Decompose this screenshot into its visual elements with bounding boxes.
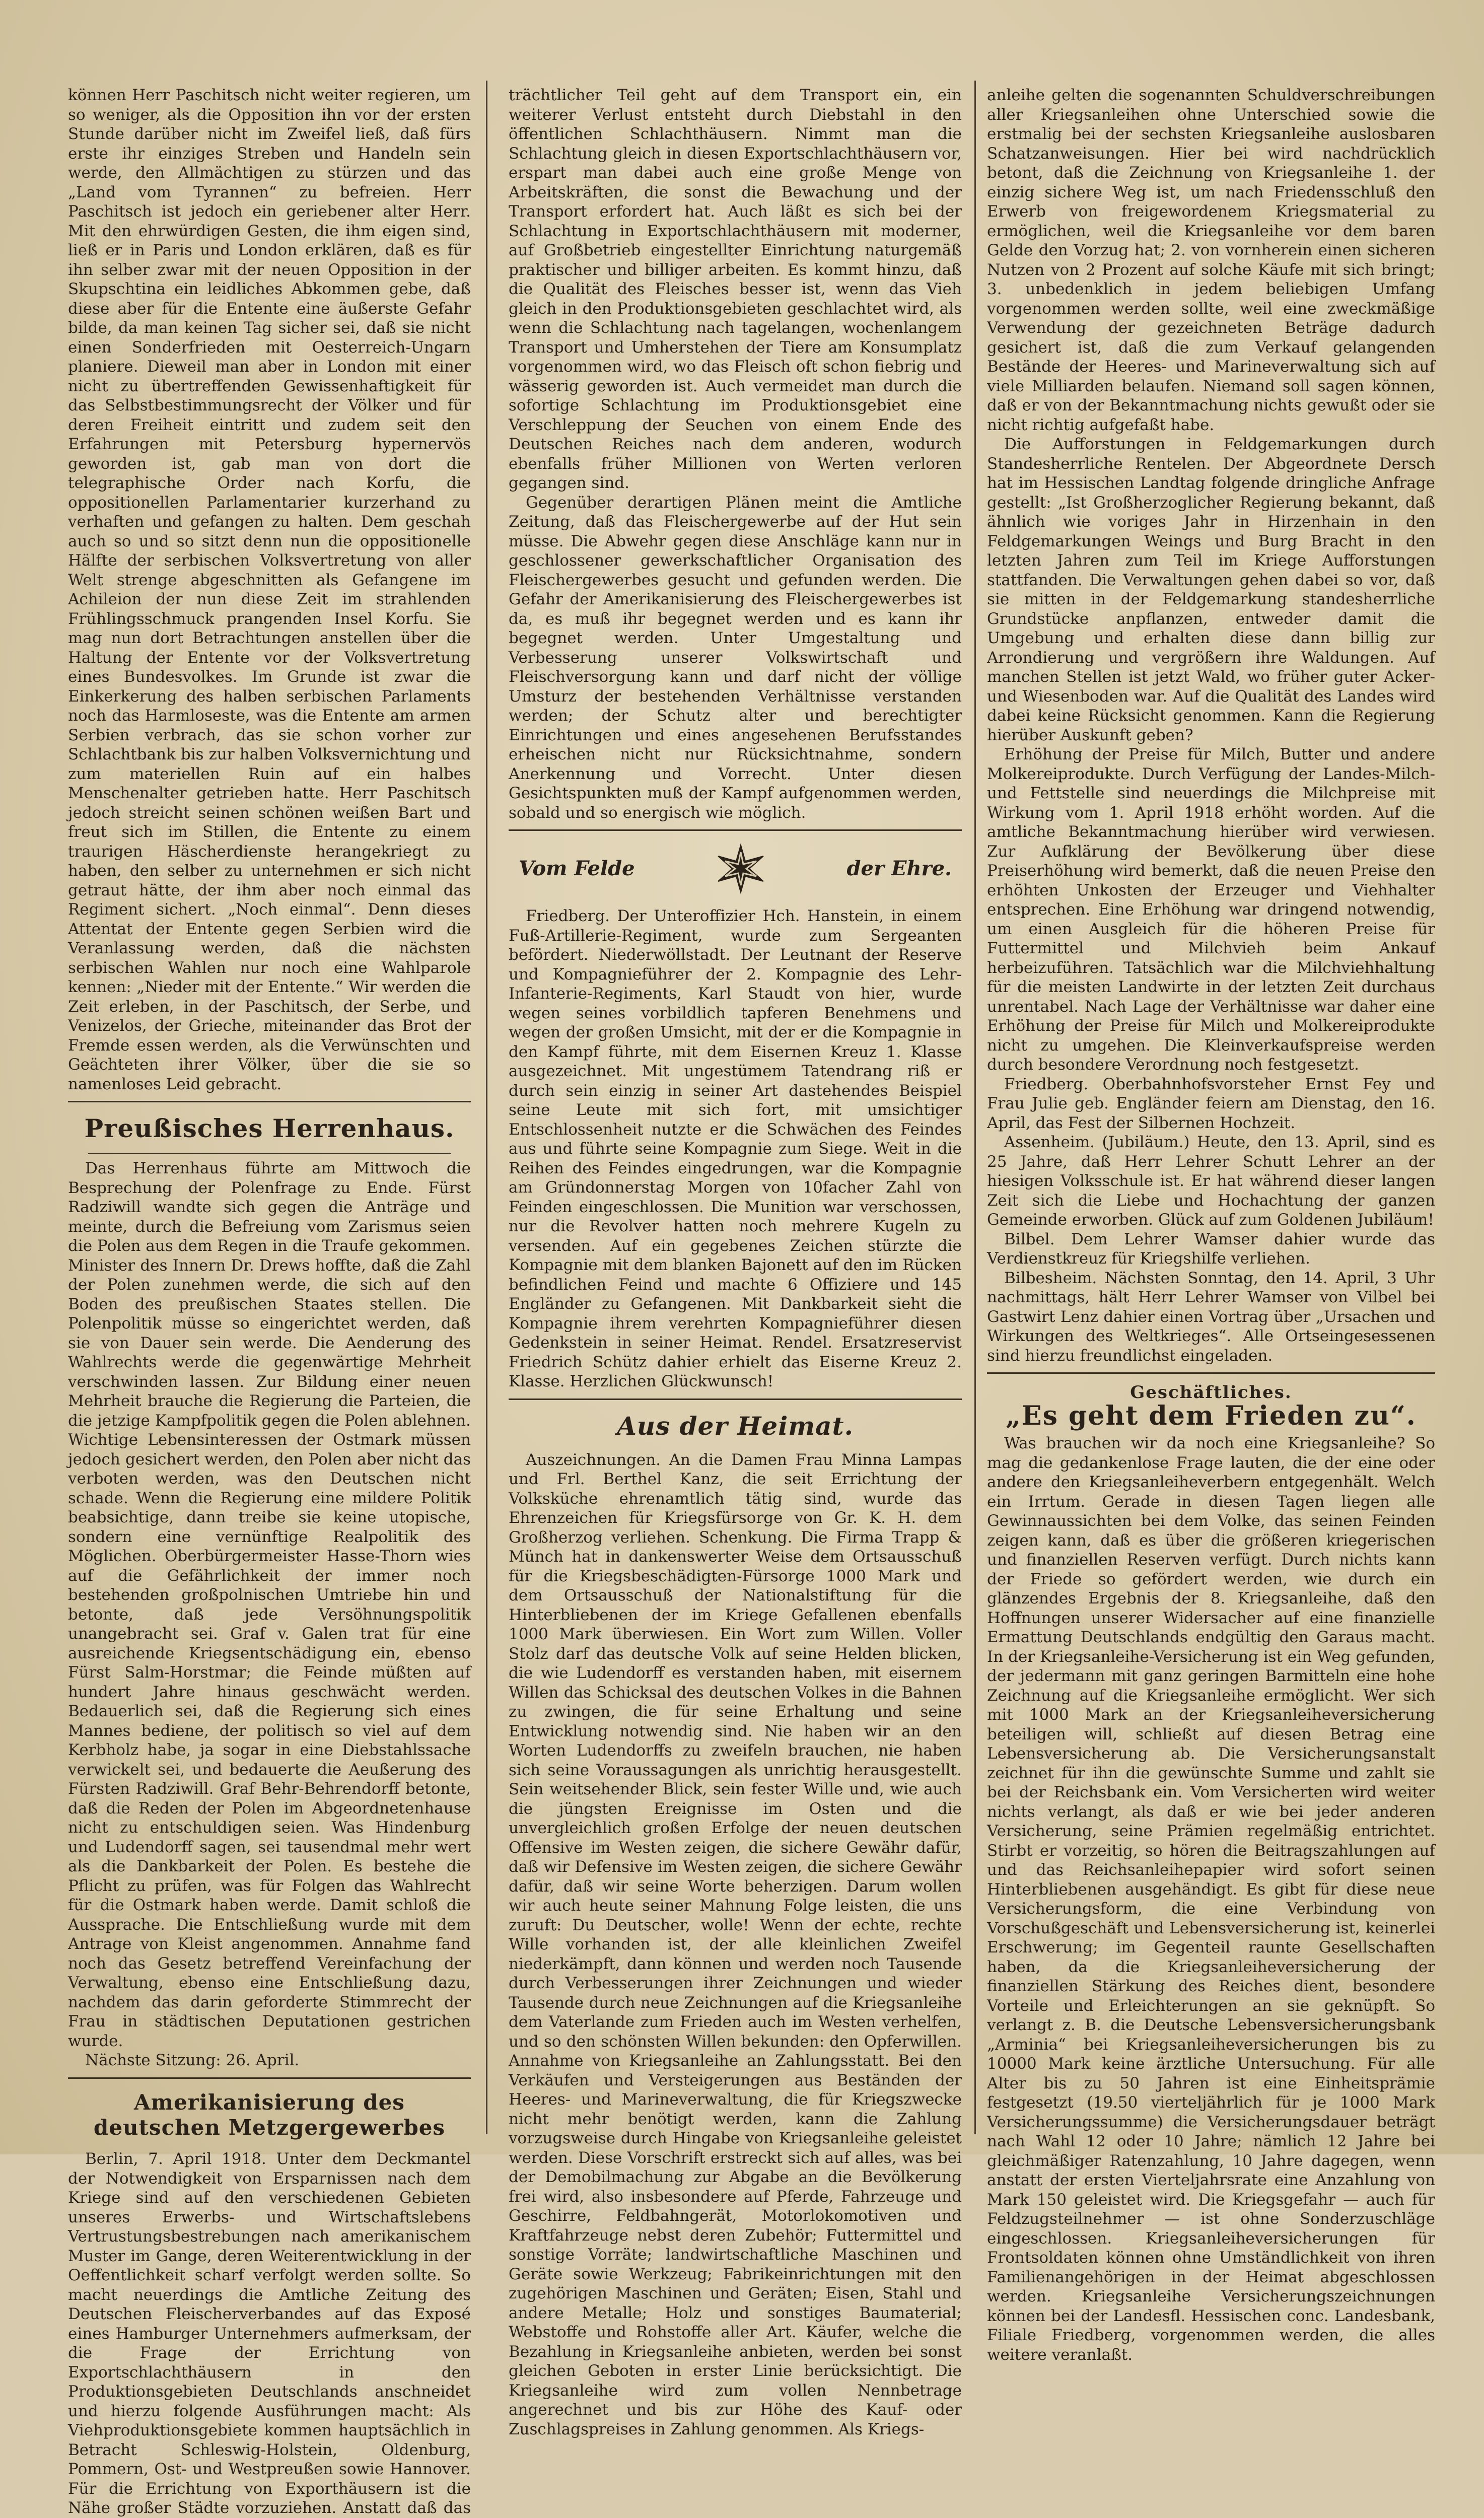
vilbel-notice: Bilbel. Dem Lehrer Wamser dahier wurde das Verdienstkreuz für Kriegshilfe verliehen.: [987, 1230, 1435, 1268]
divider: [509, 829, 962, 831]
column-middle: [509, 86, 962, 2438]
divider: [88, 1153, 451, 1154]
bilbesheim-notice: Bilbesheim. Nächsten Sonntag, den 14. April, 3 Uhr nachmittags, hält Herr Lehrer Wamser von Vilbel bei Gastwirt Lenz dahier einen Vortrag über „Ursachen und Wirkungen des Weltkrieges“. Alle Ortseingesessenen sind hierzu freundlichst eingeladen.: [987, 1269, 1435, 1365]
column-rule-right: [974, 81, 976, 2134]
assenheim-notice: Assenheim. (Jubiläum.) Heute, den 13. April, sind es 25 Jahre, daß Herr Lehrer Schutt Lehrer an der hiesigen Volksschule ist. Er hat während dieser langen Zeit sich die Liebe und Hochachtung der ganzen Gemeinde erworben. Glück auf zum Goldenen Jubiläum!: [987, 1133, 1435, 1229]
business-headline: „Es geht dem Frieden zu“.: [1006, 1400, 1417, 1431]
iron-cross-icon: [713, 841, 768, 896]
column-left: [68, 86, 471, 2517]
heimat-article: Auszeichnungen. An die Damen Frau Minna Lampas und Frl. Berthel Kanz, die seit Errichtung der Volksküche ehrenamtlich tätig sind, wurde das Ehrenzeichen für Kriegsfürsorge von Gr. K. H. dem Großherzog verliehen. Schenkung. Die Firma Trapp & Münch hat in dankenswerter Weise dem Ortsausschuß für die Kriegsbeschädigten-Fürsorge 1000 Mark und dem Ortsausschuß der Nationalstiftung für die Hinterbliebenen der im Kriege Gefallenen ebenfalls 1000 Mark überwiesen. Ein Wort zum Willen. Voller Stolz darf das deutsche Volk auf seine Helden blicken, die wie Ludendorff es verstanden haben, mit eisernem Willen das Schicksal des deutschen Volkes in die Bahnen zu zwingen, die für seine Erhaltung und seine Entwicklung notwendig sind. Nie haben wir an den Worten Ludendorffs zu zweifeln brauchen, nie haben sich seine Voraussagungen als unrichtig herausgestellt. Sein weitsehender Blick, sein fester Wille und, wie auch die jüngsten Ereignisse im Osten und die unvergleichlich großen Erfolge der neuen deutschen Offensive im Westen zeigen, die sichere Gewähr dafür, daß wir Defensive im Westen zeigen, die sichere Gewähr dafür, daß wir seine Worte beherzigen. Darum wollen wir auch heute seiner Mahnung Folge leisten, die uns zuruft: Du Deutscher, wolle! Wenn der echte, rechte Wille vorhanden ist, der alle kleinlichen Zweifel niederkämpft, dann können und werden noch Tausende durch Verbesserungen ihrer Zeichnungen und wieder Tausende durch neue Zeichnungen auf die Kriegsanleihe dem Vaterlande zum Frieden auch im Westen verhelfen, und so den schönsten Willen bekunden: den Opferwillen. Annahme von Kriegsanleihe an Zahlungsstatt. Bei den Verkäufen und Versteigerungen aus Beständen der Heeres- und Marineverwaltung, die für Kriegszwecke nicht mehr benötigt werden, kann die Zahlung vorzugsweise durch Hingabe von Kriegsanleihe geleistet werden. Diese Vorschrift erstreckt sich auf alles, was bei der Demobilmachung zur Abgabe an die Bevölkerung frei wird, also insbesondere auf Pferde, Fahrzeuge und Geschirre, Feldbahngerät, Motorlokomotiven und Kraftfahrzeuge nebst deren Zubehör; Futtermittel und sonstige Vorräte; landwirtschaftliche Maschinen und Geräte sowie Werkzeug; Fabrikeinrichtungen mit den zugehörigen Maschinen und Geräten; Eisen, Stahl und andere Metalle; Holz und sonstiges Baumaterial; Webstoffe und Rohstoffe aller Art. Käufer, welche die Bezahlung in Kriegsanleihe anbieten, werden bei sonst gleichen Geboten in erster Linie berücksichtigt. Die Kriegsanleihe wird zum vollen Nennbetrage angerechnet und bis zur Höhe des Kauf- oder Zuschlagspreises in Zahlung genommen. Als Kriegs-: [509, 1450, 962, 2438]
milk-prices-article: Erhöhung der Preise für Milch, Butter und andere Molkereiprodukte. Durch Verfügung der Landes-Milch- und Fettstelle sind neuerdings die Milchpreise mit Wirkung vom 1. April 1918 erhöht worden. Auf die amtliche Bekanntmachung hierüber wird verwiesen. Zur Aufklärung der Bevölkerung über diese Preiserhöhung wird bemerkt, daß die neuen Preise den erhöhten Unkosten der Erzeuger und Viehhalter entsprechen. Eine Erhöhung war dringend notwendig, um einen Ausgleich für die höheren Preise für Futtermittel und Milchvieh beim Ankauf herbeizuführen. Tatsächlich war die Milchviehhaltung für die meisten Landwirte in der letzten Zeit durchaus unrentabel. Nach Lage der Verhältnisse war daher eine Erhöhung der Preise für Milch und Molkereiprodukte nicht zu umgehen. Die Kleinverkaufspreise werden durch besondere Verordnung noch festgesetzt.: [987, 745, 1435, 1074]
serbia-article-end: können Herr Paschitsch nicht weiter regieren, um so weniger, als die Opposition ihn vor der ersten Stunde darüber nicht im Zweifel ließ, daß fürs erste ihr einziges Streben und Handeln sein werde, den Allmächtigen zu stürzen und das „Land vom Tyrannen“ zu befreien. Herr Paschitsch ist jedoch ein geriebener alter Herr. Mit den ehrwürdigen Gesten, die ihm eigen sind, ließ er in Paris und London erklären, daß es für ihn selber zwar mit der neuen Opposition in der Skupschtina ein leidliches Abkommen gebe, daß diese aber für die Entente eine äußerste Gefahr bilde, da man keinen Tag sicher sei, daß sie nicht einen Sonderfrieden mit Oesterreich-Ungarn planiere. Dieweil man aber in London mit einer nicht zu übertreffenden Gewissenhaftigkeit für das Selbstbestimmungsrecht der Völker und für deren Freiheit eintritt und zudem seit den Erfahrungen mit Petersburg hypernervös geworden ist, gab man von dort die telegraphische Order nach Korfu, die oppositionellen Parlamentarier kurzerhand zu verhaften und gefangen zu halten. Dem geschah auch so und so sitzt denn nun die oppositionelle Hälfte der serbischen Volksvertretung von aller Welt strenge abgeschnitten als Gefangene im Achileion der nun diese Zeit im strahlenden Frühlingsschmuck prangenden Insel Korfu. Sie mag nun dort Betrachtungen anstellen über die Haltung der Entente vor der Volksvertretung eines Bundesvolkes. Im Grunde ist zwar die Einkerkerung des halben serbischen Parlaments noch das Harmloseste, was die Entente am armen Serbien verbrach, das sie schon vorher zur Schlachtbank bis zur halben Volksvernichtung und zum materiellen Ruin auf ein halbes Menschenalter getrieben hatte. Herr Paschitsch jedoch streicht seinen schönen weißen Bart und freut sich im Stillen, die Entente zu einem traurigen Häscherdienste herangekriegt zu haben, den selber zu unternehmen er sich nicht getraut hätte, der ihm aber noch einmal das Regiment sichert. „Noch einmal“. Denn dieses Attentat der Entente gegen Serbien wird die Veranlassung werden, daß die nächsten serbischen Wahlen nur noch eine Wahlparole kennen: „Nieder mit der Entente.“ Wir werden die Zeit erleben, in der Paschitsch, der Serbe, und Venizelos, der Grieche, miteinander das Brot der Fremde essen werden, als die Verwünschten und Geächteten ihrer Völker, über die sie so namenloses Leid gebracht.: [68, 86, 471, 1093]
divider: [987, 1372, 1435, 1374]
friedberg-notice: Friedberg. Oberbahnhofsvorsteher Ernst Fey und Frau Julie geb. Engländer feiern am Dienstag, den 16. April, das Fest der Silbernen Hochzeit.: [987, 1075, 1435, 1132]
business-article: Was brauchen wir da noch eine Kriegsanleihe? So mag die gedankenlose Frage lauten, die der eine oder andere den Kriegsanleiheverbern entgegenhält. Welch ein Irrtum. Gerade in diesen Tagen liegen alle Gewinnaussichten bei dem Volke, das seinen Feinden zeigen kann, daß es über die größeren kriegerischen und finanziellen Reserven verfügt. Durch nichts kann der Friede so gefördert werden, wie durch ein glänzendes Ergebnis der 8. Kriegsanleihe, daß den Hoffnungen unserer Widersacher auf eine finanzielle Ermattung Deutschlands endgültig den Garaus macht. In der Kriegsanleihe-Versicherung ist ein Weg gefunden, der jedermann mit ganz geringen Barmitteln eine hohe Zeichnung auf die Kriegsanleihe ermöglicht. Wer sich mit 1000 Mark an der Kriegsanleiheversicherung beteiligen will, schließt auf diesen Betrag eine Lebensversicherung ab. Die Versicherungsanstalt zeichnet für ihn die gewünschte Summe und zahlt sie bei der Reichsbank ein. Vom Versicherten wird weiter nichts verlangt, als daß er wie bei jeder anderen Versicherung, seine Prämien regelmäßig entrichtet. Stirbt er vorzeitig, so hören die Beitragszahlungen auf und das Reichsanleihepapier wird sofort seinen Hinterbliebenen ausgehändigt. Es gibt für diese neue Versicherungsform, die eine Verbindung von Vorschußgeschäft und Lebensversicherung ist, keinerlei Erschwerung; im Gegenteil raunte Gesellschaften haben, da die Kriegsanleiheversicherung der finanziellen Stärkung des Reiches dient, besondere Vorteile und Erleichterungen an sie geknüpft. So verlangt z. B. die Deutsche Lebensversicherungsbank „Arminia“ bei Kriegsanleiheversicherungen bis zu 10000 Mark keine ärztliche Untersuchung. Für alle Alter bis zu 50 Jahren ist eine Einheitsprämie festgesetzt (19.50 vierteljährlich für je 1000 Mark Versicherungssumme) die Versicherungsdauer beträgt nach Wahl 12 oder 10 Jahre; nämlich 12 Jahre bei gleichmäßiger Ratenzahlung, 10 Jahre dagegen, wenn anstatt der ersten Vierteljahrsrate eine Anzahlung von Mark 150 geleistet wird. Die Kriegsgefahr — auch für Feldzugsteilnehmer — ist ohne Sonderzuschläge eingeschlossen. Kriegsanleiheversicherungen für Frontsoldaten können ohne Umständlichkeit von ihren Familienangehörigen in der Heimat abgeschlossen werden. Kriegsanleihe Versicherungszeichnungen können bei der Landesfl. Hessischen conc. Landesbank, Filiale Friedberg, vorgenommen werden, die alles weitere veranlaßt.: [987, 1434, 1435, 2364]
column-right: [987, 86, 1435, 2364]
divider: [68, 2077, 471, 2079]
field-of-honor-title-left: Vom Felde: [519, 856, 635, 880]
heimat-headline: Aus der Heimat.: [616, 1411, 854, 1441]
herrenhaus-headline: Preußisches Herrenhaus.: [84, 1113, 455, 1143]
metzger-article: Berlin, 7. April 1918. Unter dem Deckmantel der Notwendigkeit von Ersparnissen nach dem Kriege sind auf den verschiedenen Gebieten unseres Erwerbs- und Wirtschaftslebens Vertrustungsbestrebungen nach amerikanischem Muster im Gange, deren Weiterentwicklung in der Oeffentlichkeit scharf verfolgt werden sollte. So macht neuerdings die Amtliche Zeitung des Deutschen Fleischerverbandes auf das Exposé eines Hamburger Unternehmers aufmerksam, der die Frage der Errichtung von Exportschlachthäusern in den Produktionsgebieten Deutschlands anschneidet und hierzu folgende Ausführungen macht: Als Viehproduktionsgebiete kommen hauptsächlich in Betracht Schleswig-Holstein, Oldenburg, Pommern, Ost- und Westpreußen sowie Hannover. Für die Errichtung von Exporthäusern ist die Nähe großer Städte vorzuziehen. Anstatt daß das: [68, 2150, 471, 2517]
metzger-headline: Amerikanisierung des deutschen Metzgergewerbes: [93, 2089, 446, 2140]
divider: [509, 1398, 962, 1400]
herrenhaus-article: Das Herrenhaus führte am Mittwoch die Besprechung der Polenfrage zu Ende. Fürst Radziwill wandte sich gegen die Anträge und meinte, durch die Befreiung vom Zarismus seien die Polen aus dem Regen in die Traufe gekommen. Minister des Innern Dr. Drews hoffte, daß die Zahl der Polen zunehmen werde, die sich auf den Boden des preußischen Staates stellen. Die Polenpolitik müsse so eingerichtet werden, daß sie von Dauer sein werde. Die Aenderung des Wahlrechts werde die gegenwärtige Mehrheit verschwinden lassen. Zur Bildung einer neuen Mehrheit brauche die Regierung die Parteien, die die jetzige Kampfpolitik gegen die Polen ablehnen. Wichtige Lebensinteressen der Ostmark müssen jedoch gesichert werden, den Polen aber nicht das verboten werden, was den Deutschen nicht schade. Wenn die Regierung eine mildere Politik beabsichtige, dann treibe sie keine utopische, sondern eine vernünftige Realpolitik des Möglichen. Oberbürgermeister Hasse-Thorn wies auf die Gefährlichkeit der immer noch bestehenden großpolnischen Umtriebe hin und betonte, daß jede Versöhnungspolitik unangebracht sei. Graf v. Galen trat für eine ausreichende Kriegsentschädigung ein, ebenso Fürst Salm-Horstmar; die Feinde müßten auf hundert Jahre hinaus geschwächt werden. Bedauerlich sei, daß die Regierung sich eines Mannes bediene, der politisch so viel auf dem Kerbholz habe, ja sogar in eine Diebstahlssache verwickelt sei, und bedauerte die Aeußerung des Fürsten Radziwill. Graf Behr-Behrendorff betonte, daß die Reden der Polen im Abgeordnetenhause nicht zu entschuldigen seien. Was Hindenburg und Ludendorff sagen, sei tausendmal mehr wert als die Dankbarkeit der Polen. Es bestehe die Pflicht zu prüfen, was für Folgen das Wahlrecht für die Ostmark haben werde. Damit schloß die Aussprache. Die Entschließung wurde mit dem Antrage von Kleist angenommen. Annahme fand noch das Gesetz betreffend Vereinfachung der Verwaltung, ebenso eine Entschließung dazu, nachdem das darin geforderte Stimmrecht der Frau in städtischen Deputationen gestrichen wurde.: [68, 1159, 471, 2050]
herrenhaus-next-session: Nächste Sitzung: 26. April.: [85, 2051, 300, 2069]
afforestation-article: Die Aufforstungen in Feldgemarkungen durch Standesherrliche Rentelen. Der Abgeordnete Dersch hat im Hessischen Landtag folgende dringliche Anfrage gestellt: „Ist Großherzoglicher Regierung bekannt, daß ähnlich wie voriges Jahr in Hirzenhain in den Feldgemarkungen Weings und Burg Bracht in den letzten Jahren zum Teil im Kriege Aufforstungen stattfanden. Die Verwaltungen gehen dabei so vor, daß sie mitten in der Feldgemarkung standesherrliche Grundstücke anpflanzen, entweder damit die Umgebung und erhalten diese dann billig zur Arrondierung und vergrößern ihre Waldungen. Auf manchen Stellen ist jetzt Wald, wo früher guter Acker- und Wiesenboden war. Auf die Qualität des Landes wird dabei keine Rücksicht genommen. Kann die Regierung hierüber Auskunft geben?: [987, 435, 1435, 744]
metzger-article-continued: trächtlicher Teil geht auf dem Transport ein, ein weiterer Verlust entsteht durch Diebstahl in den öffentlichen Schlachthäusern. Nimmt man die Schlachtung gleich in diesen Exportschlachthäusern vor, erspart man dabei auch eine große Menge von Arbeitskräften, die sonst die Bewachung und der Transport erfordert hat. Auch läßt es sich bei der Schlachtung in Exportschlachthäusern mit moderner, auf Großbetrieb eingestellter Einrichtung naturgemäß praktischer und billiger arbeiten. Es kommt hinzu, daß die Qualität des Fleisches besser ist, wenn das Vieh gleich in den Produktionsgebieten geschlachtet wird, als wenn die Schlachtung nach tagelangen, wochenlangem Transport und Umherstehen der Tiere am Konsumplatz vorgenommen wird, wo das Fleisch oft schon fiebrig und wässerig geworden ist. Auch vermeidet man durch die sofortige Schlachtung im Produktionsgebiet eine Verschleppung der Seuchen von einem Ende des Deutschen Reiches nach dem anderen, wodurch ebenfalls früher Millionen von Werten verloren gegangen sind.: [509, 86, 962, 492]
divider: [68, 1101, 471, 1102]
field-of-honor-header: [519, 841, 952, 896]
business-section-title: Geschäftliches.: [1130, 1382, 1292, 1403]
metzger-article-conclusion: Gegenüber derartigen Plänen meint die Amtliche Zeitung, daß das Fleischergewerbe auf der Hut sein müsse. Die Abwehr gegen diese Anschläge kann nur in geschlossener gewerkschaftlicher Organisation des Fleischergewerbes gesucht und gefunden werden. Die Gefahr der Amerikanisierung des Fleischergewerbes ist da, es muß ihr begegnet werden und es kann ihr begegnet werden. Unter Umgestaltung und Verbesserung unserer Volkswirtschaft und Fleischversorgung kann und darf nicht der völlige Umsturz der bestehenden Verhältnisse verstanden werden; der Schutz alter und berechtigter Einrichtungen und eines angesehenen Berufsstandes erheischen nicht nur Rücksichtnahme, sondern Anerkennung und Vorrecht. Unter diesen Gesichtspunkten muß der Kampf aufgenommen werden, sobald und so energisch wie möglich.: [509, 493, 962, 822]
field-of-honor-article: Friedberg. Der Unteroffizier Hch. Hanstein, in einem Fuß-Artillerie-Regiment, wurde zum Sergeanten befördert. Niederwöllstadt. Der Leutnant der Reserve und Kompagnieführer der 2. Kompagnie des Lehr-Infanterie-Regiments, Karl Staudt von hier, wurde wegen seines vorbildlich tapferen Benehmens und wegen der großen Umsicht, mit der er die Kompagnie in den Kampf führte, mit dem Eisernen Kreuz 1. Klasse ausgezeichnet. Mit ungestümem Tatendrang riß er durch sein einzig in seiner Art dastehendes Beispiel seine Leute mit sich fort, mit umsichtiger Entschlossenheit nutzte er die Schwächen des Feindes aus und führte seine Kompagnie zum Siege. Weit in die Reihen des Feindes eingedrungen, war die Kompagnie am Gründonnerstag Morgen von 10facher Zahl von Feinden eingeschlossen. Die Munition war verschossen, nur die Revolver hatten noch mehrere Kugeln zu versenden. Auf ein gegebenes Zeichen stürzte die Kompagnie mit dem blanken Bajonett auf den im Rücken befindlichen Feind und machte 6 Offiziere und 145 Engländer zu Gefangenen. Mit Dankbarkeit sieht die Kompagnie ihrem verehrten Kompagnieführer diesen Gedenkstein in seiner Heimat. Rendel. Ersatzreservist Friedrich Schütz dahier erhielt das Eiserne Kreuz 2. Klasse. Herzlichen Glückwunsch!: [509, 907, 962, 1390]
war-bonds-article-end: anleihe gelten die sogenannten Schuldverschreibungen aller Kriegsanleihen ohne Unterschied sowie die erstmalig bei der sechsten Kriegsanleihe auslosbaren Schatzanweisungen. Hier bei wird nachdrücklich betont, daß die Zeichnung von Kriegsanleihe 1. der einzig sichere Weg ist, um nach Friedensschluß den Erwerb von freigewordenem Kriegsmaterial zu ermöglichen, weil die Kriegsanleihe vor dem baren Gelde den Vorzug hat; 2. von vornherein einen sicheren Nutzen von 2 Prozent auf solche Käufe mit sich bringt; 3. unbedenklich in jedem beliebigen Umfang vorgenommen werden sollte, weil eine zweckmäßige Verwendung der gezeichneten Beträge dadurch gesichert ist, daß die zum Verkauf gelangenden Bestände der Heeres- und Marineverwaltung sich auf viele Milliarden belaufen. Niemand soll sagen können, daß er von der Bekanntmachung nichts gewußt oder sie nicht richtig aufgefaßt habe.: [987, 86, 1435, 434]
column-rule-left: [486, 81, 487, 2134]
field-of-honor-title-right: der Ehre.: [846, 856, 952, 880]
